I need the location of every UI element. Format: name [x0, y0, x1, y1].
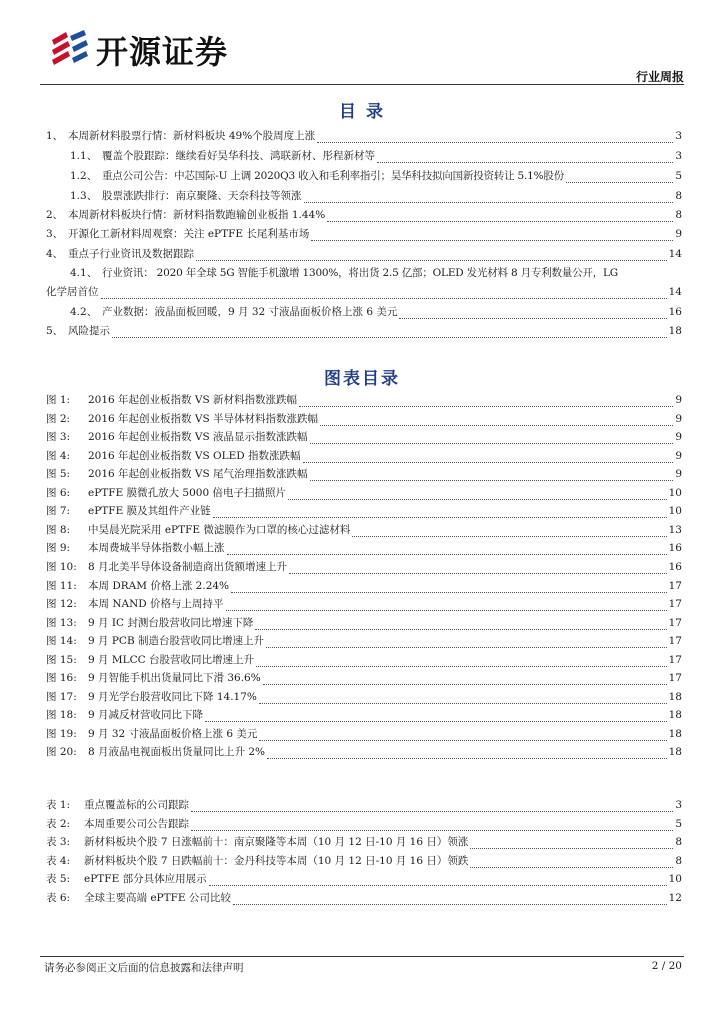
dot-leader — [289, 563, 667, 574]
dot-leader — [191, 820, 673, 831]
entry-title: 9 月智能手机出货量同比下滑 36.6% — [88, 672, 261, 685]
entry-page: 10 — [668, 486, 682, 499]
entry-number: 图 4: — [46, 449, 71, 462]
table-entry[interactable] — [46, 799, 682, 812]
toc-entry[interactable]: 4.2、 产业数据：液晶面板回暖，9 月 32 寸液晶面板价格上涨 6 美元 16 — [70, 306, 682, 318]
figure-entry[interactable] — [46, 580, 682, 593]
figures-title: 图表目录 — [324, 369, 400, 389]
figure-entry[interactable] — [46, 431, 682, 444]
dot-leader — [299, 396, 673, 407]
figure-entry[interactable] — [46, 468, 682, 481]
entry-number: 图 1: — [46, 394, 71, 406]
dot-leader — [352, 526, 666, 537]
figure-entry[interactable] — [46, 561, 682, 574]
toc-entry-line2[interactable]: 化学居首位 14 — [46, 286, 682, 298]
entry-title: 8 月液晶电视面板出货量同比上升 2% — [88, 746, 266, 759]
dot-leader — [267, 748, 667, 759]
dot-leader — [191, 801, 673, 812]
entry-number: 表 3: — [46, 836, 71, 849]
entry-page: 10 — [668, 505, 682, 518]
figure-entry[interactable] — [46, 487, 682, 500]
entry-title: 9 月 MLCC 台股营收同比增速上升 — [88, 653, 254, 666]
entry-page: 18 — [668, 727, 682, 740]
table-entry[interactable] — [46, 855, 682, 868]
entry-page: 3 — [675, 799, 682, 811]
table-entry[interactable] — [46, 836, 682, 849]
dot-leader — [213, 507, 667, 518]
toc-entry[interactable]: 1、 本周新材料股票行情：新材料板块 49%个股周度上涨 3 — [46, 130, 682, 142]
toc-entry[interactable]: 2、 本周新材料板块行情：新材料指数跑输创业板指 1.44% 8 — [46, 209, 682, 221]
entry-number: 图 18: — [46, 709, 77, 722]
dot-leader — [227, 544, 667, 555]
entry-number: 图 16: — [46, 672, 77, 685]
footer-divider — [40, 956, 684, 957]
entry-page: 17 — [668, 616, 682, 629]
dot-leader — [310, 433, 674, 444]
entry-page: 16 — [668, 542, 682, 555]
entry-number: 图 20: — [46, 746, 77, 759]
dot-leader — [226, 600, 667, 611]
dot-leader — [255, 619, 666, 630]
figure-entry[interactable] — [46, 691, 682, 704]
entry-number: 图 7: — [46, 505, 71, 518]
figure-entry[interactable] — [46, 617, 682, 630]
figure-entry[interactable] — [46, 450, 682, 463]
entry-title: 全球主要高端 ePTFE 公司比较 — [84, 892, 231, 904]
entry-page: 17 — [668, 672, 682, 685]
entry-title: 2016 年起创业板指数 VS 尾气治理指数涨跌幅 — [88, 468, 308, 481]
entry-page: 9 — [675, 449, 682, 462]
entry-number: 图 13: — [46, 616, 77, 629]
entry-page: 17 — [668, 635, 682, 648]
toc-entry[interactable]: 4、 重点子行业资讯及数据跟踪 14 — [46, 248, 682, 260]
dot-leader — [231, 582, 667, 593]
dot-leader — [470, 838, 673, 849]
entry-number: 图 17: — [46, 690, 77, 703]
entry-title: ePTFE 部分具体应用展示 — [84, 873, 207, 886]
page-header — [40, 15, 684, 85]
figure-entry[interactable] — [46, 746, 682, 759]
entry-number: 图 6: — [46, 486, 71, 499]
figure-entry[interactable] — [46, 654, 682, 667]
dot-leader — [288, 489, 667, 500]
entry-page: 18 — [668, 690, 682, 703]
entry-title: 9 月 PCB 制造台股营收同比增速上升 — [88, 635, 265, 648]
dot-leader — [256, 656, 667, 667]
dot-leader — [259, 693, 667, 704]
entry-page: 9 — [675, 468, 682, 481]
entry-page: 17 — [668, 598, 682, 611]
entry-title: 中昊晨光院采用 ePTFE 微滤膜作为口罩的核心过滤材料 — [88, 523, 351, 536]
entry-title: 2016 年起创业板指数 VS 半导体材料指数涨跌幅 — [88, 412, 319, 425]
footer-disclaimer: 请务必参阅正文后面的信息披露和法律声明 — [44, 962, 244, 974]
toc-entry[interactable]: 1.2、 重点公司公告：中芯国际-U 上调 2020Q3 收入和毛利率指引；昊华科技拟向国新投资转让 5.1%股份 5 — [70, 170, 682, 182]
entry-title: 新材料板块个股 7 日跌幅前十：金丹科技等本周（10 月 12 日-10 月 16 日）领跌 — [84, 854, 469, 867]
entry-number: 图 11: — [46, 579, 77, 592]
entry-title: 本周 DRAM 价格上涨 2.24% — [88, 579, 230, 592]
entry-page: 13 — [668, 523, 682, 536]
entry-number: 图 14: — [46, 635, 77, 648]
table-entry[interactable] — [46, 892, 682, 905]
company-logo — [48, 27, 228, 73]
entry-title: 9 月 32 寸液晶面板价格上涨 6 美元 — [88, 727, 258, 740]
entry-number: 图 19: — [46, 727, 77, 740]
toc-entry[interactable]: 1.3、 股票涨跌排行：南京聚隆、天奈科技等领涨 8 — [70, 190, 682, 202]
figure-entry[interactable] — [46, 524, 682, 537]
dot-leader — [303, 452, 674, 463]
entry-title: 本周费城半导体指数小幅上涨 — [88, 542, 225, 555]
table-entry[interactable] — [46, 873, 682, 886]
figure-entry[interactable] — [46, 505, 682, 518]
entry-page: 5 — [675, 817, 682, 830]
table-entry[interactable] — [46, 818, 682, 831]
dot-leader — [310, 470, 674, 481]
figure-entry[interactable] — [46, 542, 682, 555]
dot-leader — [259, 730, 666, 741]
entry-number: 表 4: — [46, 854, 71, 867]
figure-entry[interactable] — [46, 394, 682, 407]
entry-page: 18 — [668, 709, 682, 722]
entry-page: 9 — [675, 431, 682, 444]
entry-title: 2016 年起创业板指数 VS 液晶显示指数涨跌幅 — [88, 431, 308, 444]
entry-number: 图 5: — [46, 468, 71, 481]
entry-title: 新材料板块个股 7 日涨幅前十：南京聚隆等本周（10 月 12 日-10 月 16 日）领涨 — [84, 836, 469, 849]
figure-entry[interactable] — [46, 672, 682, 685]
entry-page: 16 — [668, 560, 682, 573]
entry-number: 图 9: — [46, 542, 71, 555]
entry-number: 图 10: — [46, 560, 77, 573]
figure-entry[interactable] — [46, 709, 682, 722]
entry-number: 表 5: — [46, 873, 71, 886]
page-number: 2 / 20 — [651, 960, 682, 972]
entry-page: 10 — [668, 873, 682, 886]
figure-entry[interactable] — [46, 728, 682, 741]
report-type-label: 行业周报 — [635, 70, 684, 84]
entry-page: 9 — [675, 412, 682, 425]
toc-entry[interactable]: 1.1、 覆盖个股跟踪：继续看好昊华科技、鸿联新材、彤程新材等 3 — [70, 150, 682, 162]
entry-page: 8 — [675, 854, 682, 867]
entry-page: 12 — [668, 892, 682, 904]
entry-title: 2016 年起创业板指数 VS OLED 指数涨跌幅 — [88, 449, 301, 462]
dot-leader — [266, 637, 667, 648]
entry-number: 图 8: — [46, 523, 71, 536]
toc-entry-line1[interactable]: 4.1、 行业资讯： 2020 年全球 5G 智能手机激增 1300%，将出货 2.5 亿部；OLED 发光材料 8 月专利数量公开，LG — [70, 267, 618, 279]
figure-entry[interactable] — [46, 413, 682, 426]
toc-entry[interactable]: 3、 开源化工新材料周观察：关注 ePTFE 长尾利基市场 9 — [46, 228, 682, 240]
figure-entry[interactable] — [46, 635, 682, 648]
entry-title: 9 月光学台股营收同比下降 14.17% — [88, 690, 257, 703]
dot-leader — [263, 674, 667, 685]
toc-title: 目 录 — [339, 102, 385, 122]
kaiyuan-logo-icon — [48, 28, 92, 72]
toc-entry[interactable]: 5、 风险提示 18 — [46, 325, 682, 337]
entry-title: 重点覆盖标的公司跟踪 — [84, 799, 189, 811]
dot-leader — [209, 875, 667, 886]
entry-number: 表 6: — [46, 892, 71, 904]
entry-title: ePTFE 膜微孔放大 5000 倍电子扫描照片 — [88, 486, 286, 499]
entry-title: 2016 年起创业板指数 VS 新材料指数涨跌幅 — [88, 394, 298, 406]
entry-title: 9 月 IC 封测台股营收同比增速下降 — [88, 616, 254, 629]
entry-number: 图 15: — [46, 653, 77, 666]
entry-page: 17 — [668, 579, 682, 592]
entry-number: 表 2: — [46, 817, 71, 830]
entry-title: 9 月减反材营收同比下降 — [88, 709, 204, 722]
entry-number: 图 2: — [46, 412, 71, 425]
entry-page: 17 — [668, 653, 682, 666]
entry-title: 8 月北美半导体设备制造商出货额增速上升 — [88, 560, 288, 573]
entry-number: 图 3: — [46, 431, 71, 444]
header-divider — [40, 84, 684, 85]
entry-number: 表 1: — [46, 799, 71, 811]
entry-page: 8 — [675, 836, 682, 849]
company-name: 开源证券 — [96, 33, 229, 71]
figure-entry[interactable] — [46, 598, 682, 611]
dot-leader — [205, 711, 667, 722]
entry-title: 本周重要公司公告跟踪 — [84, 817, 189, 830]
entry-page: 9 — [675, 394, 682, 406]
dot-leader — [320, 415, 673, 426]
entry-title: ePTFE 膜及其组件产业链 — [88, 505, 211, 518]
dot-leader — [470, 857, 673, 868]
entry-number: 图 12: — [46, 598, 77, 611]
dot-leader — [233, 894, 667, 905]
entry-page: 18 — [668, 746, 682, 759]
entry-title: 本周 NAND 价格与上周持平 — [88, 598, 224, 611]
